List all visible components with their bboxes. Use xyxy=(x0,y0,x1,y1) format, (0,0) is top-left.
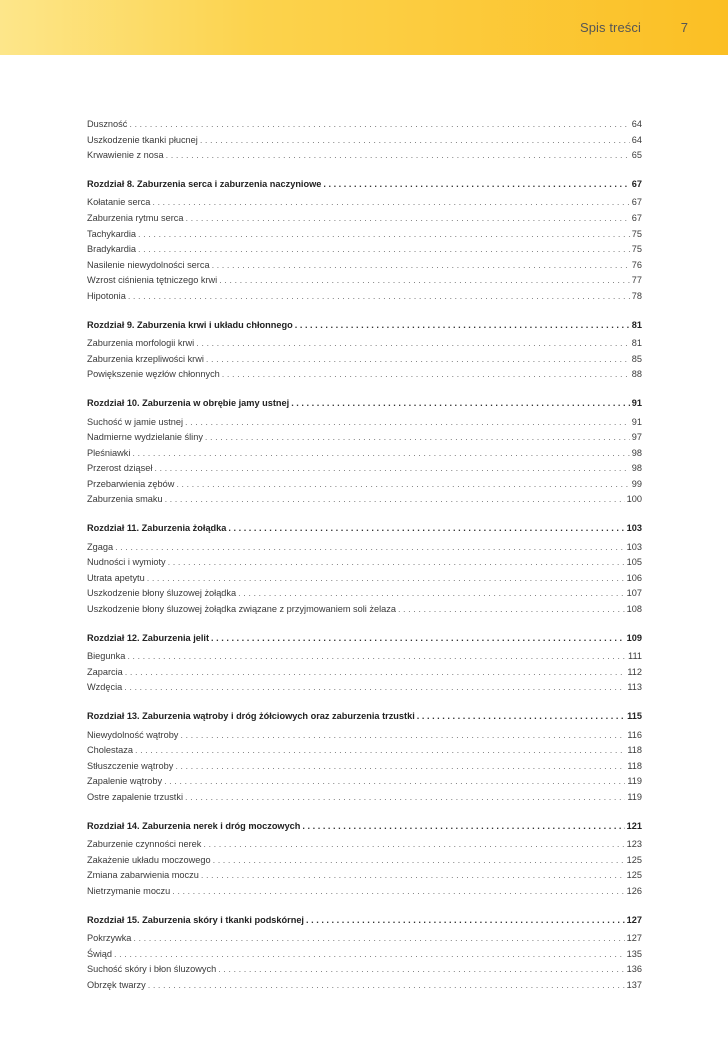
toc-chapter-label: Rozdział 14. Zaburzenia nerek i dróg moczowych xyxy=(87,820,301,831)
toc-entry-label: Zaburzenie czynności nerek xyxy=(87,839,202,850)
toc-entry-page: 125 xyxy=(626,870,642,881)
toc-entry-label: Przerost dziąseł xyxy=(87,463,153,474)
leader-dots xyxy=(133,931,624,947)
toc-chapter-page: 91 xyxy=(631,397,642,408)
toc-entry-label: Kołatanie serca xyxy=(87,197,151,208)
toc-chapter-heading[interactable] xyxy=(87,631,642,647)
toc-entry[interactable] xyxy=(87,853,642,869)
toc-entry[interactable] xyxy=(87,790,642,806)
toc-chapter-label: Rozdział 8. Zaburzenia serca i zaburzenia naczyniowe xyxy=(87,178,322,189)
toc-entry-page: 112 xyxy=(627,666,642,677)
toc-entry[interactable] xyxy=(87,837,642,853)
toc-entry-label: Cholestaza xyxy=(87,745,133,756)
toc-entry-label: Wzdęcia xyxy=(87,682,123,693)
toc-entry-label: Zmiana zabarwienia moczu xyxy=(87,870,199,881)
leader-dots xyxy=(127,649,626,665)
leader-dots xyxy=(323,177,629,193)
leader-dots xyxy=(222,367,630,383)
toc-entry-page: 81 xyxy=(631,338,642,349)
toc-chapter-heading[interactable] xyxy=(87,318,642,334)
toc-entry[interactable] xyxy=(87,211,642,227)
leader-dots xyxy=(164,774,625,790)
toc-entry-label: Tachykardia xyxy=(87,228,137,239)
toc-entry-label: Duszność xyxy=(87,119,128,129)
toc-entry-page: 119 xyxy=(627,791,642,802)
toc-entry-label: Zaburzenia morfologii krwi xyxy=(87,338,195,349)
toc-entry-page: 135 xyxy=(626,948,642,959)
toc-entry-page: 64 xyxy=(631,119,642,129)
leader-dots xyxy=(154,461,629,477)
leader-dots xyxy=(166,148,630,164)
toc-entry[interactable] xyxy=(87,133,642,149)
toc-entry-page: 77 xyxy=(631,275,642,286)
toc-entry[interactable] xyxy=(87,743,642,759)
toc-chapter-heading[interactable] xyxy=(87,913,642,929)
leader-dots xyxy=(203,837,624,853)
toc-entry[interactable] xyxy=(87,540,642,556)
toc-entry-page: 98 xyxy=(631,463,642,474)
toc-entry[interactable] xyxy=(87,774,642,790)
toc-entry-label: Biegunka xyxy=(87,651,126,662)
toc-entry-label: Uszkodzenie tkanki płucnej xyxy=(87,134,198,145)
toc-entry[interactable] xyxy=(87,649,642,665)
toc-entry-page: 136 xyxy=(626,964,642,975)
toc-entry-label: Zgaga xyxy=(87,541,114,552)
leader-dots xyxy=(201,868,625,884)
leader-dots xyxy=(295,318,630,334)
toc-entry-label: Uszkodzenie błony śluzowej żołądka związane z przyjmowaniem soli żelaza xyxy=(87,604,396,615)
toc-entry-label: Nietrzymanie moczu xyxy=(87,885,171,896)
leader-dots xyxy=(211,631,625,647)
toc-entry[interactable] xyxy=(87,492,642,508)
leader-dots xyxy=(135,743,625,759)
toc-entry[interactable] xyxy=(87,195,642,211)
toc-entry-page: 116 xyxy=(627,729,642,740)
toc-entry-label: Nasilenie niewydolności serca xyxy=(87,259,210,270)
toc-entry-page: 113 xyxy=(627,682,642,693)
leader-dots xyxy=(219,273,630,289)
toc-entry-page: 65 xyxy=(631,150,642,161)
toc-entry-page: 111 xyxy=(628,651,642,662)
toc-entry[interactable] xyxy=(87,242,642,258)
leader-dots xyxy=(212,258,630,274)
leader-dots xyxy=(115,540,625,556)
toc-entry-page: 107 xyxy=(626,588,642,599)
toc-entry[interactable] xyxy=(87,430,642,446)
toc-chapter-page: 81 xyxy=(631,319,642,330)
leader-dots xyxy=(168,555,625,571)
toc-chapter-heading[interactable] xyxy=(87,521,642,537)
toc-chapter-label: Rozdział 9. Zaburzenia krwi i układu chłonnego xyxy=(87,319,293,330)
toc-entry-label: Suchość w jamie ustnej xyxy=(87,416,184,427)
leader-dots xyxy=(302,819,624,835)
toc-chapter-page: 127 xyxy=(626,914,642,925)
toc-entry-label: Świąd xyxy=(87,948,113,959)
toc-entry-page: 126 xyxy=(626,885,642,896)
toc-entry[interactable] xyxy=(87,884,642,900)
toc-chapter-label: Rozdział 10. Zaburzenia w obrębie jamy ustnej xyxy=(87,397,290,408)
toc-entry[interactable] xyxy=(87,728,642,744)
leader-dots xyxy=(206,352,630,368)
toc-entry-page: 75 xyxy=(631,244,642,255)
page-header-band xyxy=(0,0,728,55)
toc-entry-label: Utrata apetytu xyxy=(87,572,145,583)
leader-dots xyxy=(306,913,625,929)
toc-entry-label: Stłuszczenie wątroby xyxy=(87,760,174,771)
toc-entry-page: 88 xyxy=(631,369,642,380)
toc-entry[interactable] xyxy=(87,680,642,696)
toc-entry[interactable] xyxy=(87,571,642,587)
toc-entry[interactable] xyxy=(87,446,642,462)
leader-dots xyxy=(213,853,625,869)
toc-entry-page: 106 xyxy=(626,572,642,583)
toc-entry-label: Nadmierne wydzielanie śliny xyxy=(87,432,203,443)
toc-chapter-label: Rozdział 12. Zaburzenia jelit xyxy=(87,632,210,643)
leader-dots xyxy=(148,978,625,994)
leader-dots xyxy=(175,759,625,775)
toc-entry-label: Zaburzenia smaku xyxy=(87,494,163,505)
leader-dots xyxy=(291,396,630,412)
toc-entry[interactable] xyxy=(87,947,642,963)
toc-entry-page: 118 xyxy=(627,760,642,771)
toc-entry-label: Zaparcia xyxy=(87,666,123,677)
toc-chapter-heading[interactable] xyxy=(87,177,642,193)
toc-entry-page: 64 xyxy=(631,134,642,145)
leader-dots xyxy=(228,521,624,537)
leader-dots xyxy=(172,884,624,900)
toc-entry[interactable] xyxy=(87,931,642,947)
leader-dots xyxy=(165,492,625,508)
toc-chapter-page: 109 xyxy=(626,632,642,643)
toc-entry[interactable] xyxy=(87,258,642,274)
leader-dots xyxy=(196,336,630,352)
leader-dots xyxy=(185,790,625,806)
leader-dots xyxy=(128,289,630,305)
leader-dots xyxy=(186,211,630,227)
toc-chapter-page: 115 xyxy=(627,711,642,721)
running-header-title: Spis treści xyxy=(579,20,641,35)
leader-dots xyxy=(147,571,625,587)
toc-entry-label: Zapalenie wątroby xyxy=(87,776,163,787)
toc-entry[interactable] xyxy=(87,367,642,383)
toc-chapter-label: Rozdział 11. Zaburzenia żołądka xyxy=(87,523,227,534)
toc-entry[interactable] xyxy=(87,602,642,618)
leader-dots xyxy=(200,133,630,149)
toc-chapter-page: 103 xyxy=(626,523,642,534)
toc-entry-label: Wzrost ciśnienia tętniczego krwi xyxy=(87,275,218,286)
leader-dots xyxy=(185,415,630,431)
toc-chapter-label: Rozdział 13. Zaburzenia wątroby i dróg żółciowych oraz zaburzenia trzustki xyxy=(87,711,415,721)
toc-entry-page: 76 xyxy=(631,259,642,270)
toc-entry[interactable] xyxy=(87,289,642,305)
leader-dots xyxy=(129,117,629,133)
toc-entry-label: Przebarwienia zębów xyxy=(87,478,175,489)
toc-entry[interactable] xyxy=(87,962,642,978)
leader-dots xyxy=(176,477,629,493)
toc-entry-label: Krwawienie z nosa xyxy=(87,150,164,161)
leader-dots xyxy=(124,680,625,696)
leader-dots xyxy=(205,430,630,446)
toc-entry-page: 98 xyxy=(631,447,642,458)
leader-dots xyxy=(398,602,625,618)
toc-entry-page: 108 xyxy=(626,604,642,615)
leader-dots xyxy=(138,242,630,258)
leader-dots xyxy=(114,947,625,963)
toc-chapter-page: 121 xyxy=(626,820,642,831)
toc-entry-label: Pokrzywka xyxy=(87,933,132,944)
toc-entry-page: 137 xyxy=(626,979,642,990)
toc-entry[interactable] xyxy=(87,273,642,289)
toc-entry[interactable] xyxy=(87,352,642,368)
toc-entry[interactable] xyxy=(87,415,642,431)
toc-entry-label: Obrzęk twarzy xyxy=(87,979,146,990)
toc-entry-page: 67 xyxy=(631,197,642,208)
toc-entry-page: 123 xyxy=(626,839,642,850)
toc-entry-label: Hipotonia xyxy=(87,290,126,301)
toc-entry-label: Suchość skóry i błon śluzowych xyxy=(87,964,217,975)
toc-entry-page: 99 xyxy=(631,478,642,489)
toc-entry-label: Nudności i wymioty xyxy=(87,557,166,568)
toc-chapter-label: Rozdział 15. Zaburzenia skóry i tkanki podskórnej xyxy=(87,914,304,925)
toc-entry-page: 91 xyxy=(631,416,642,427)
toc-entry[interactable] xyxy=(87,759,642,775)
toc-entry-label: Powiększenie węzłów chłonnych xyxy=(87,369,220,380)
toc-entry-label: Pleśniawki xyxy=(87,447,131,458)
toc-entry-page: 97 xyxy=(631,432,642,443)
toc-entry-page: 127 xyxy=(626,933,642,944)
toc-entry[interactable] xyxy=(87,461,642,477)
toc-entry-page: 125 xyxy=(626,854,642,865)
toc-entry-page: 119 xyxy=(627,776,642,787)
toc-entry-label: Niewydolność wątroby xyxy=(87,729,179,740)
toc-entry-page: 118 xyxy=(627,745,642,756)
leader-dots xyxy=(132,446,629,462)
toc-entry[interactable] xyxy=(87,117,642,133)
leader-dots xyxy=(152,195,629,211)
leader-dots xyxy=(238,586,625,602)
toc-entry[interactable] xyxy=(87,978,642,994)
toc-entry-label: Uszkodzenie błony śluzowej żołądka xyxy=(87,588,237,599)
toc-entry-page: 75 xyxy=(631,228,642,239)
toc-entry[interactable] xyxy=(87,665,642,681)
toc-chapter-heading[interactable] xyxy=(87,819,642,835)
toc-entry-label: Ostre zapalenie trzustki xyxy=(87,791,183,802)
toc-entry[interactable] xyxy=(87,586,642,602)
toc-entry[interactable] xyxy=(87,555,642,571)
toc-entry-label: Zakażenie układu moczowego xyxy=(87,854,211,865)
toc-chapter-heading[interactable] xyxy=(87,396,642,412)
toc-entry[interactable] xyxy=(87,148,642,164)
leader-dots xyxy=(180,728,625,744)
toc-entry[interactable] xyxy=(87,227,642,243)
toc-entry[interactable] xyxy=(87,477,642,493)
toc-entry-page: 103 xyxy=(626,541,642,552)
toc-chapter-page: 67 xyxy=(631,178,642,189)
toc-entry-label: Zaburzenia rytmu serca xyxy=(87,212,184,223)
toc-entry-label: Zaburzenia krzepliwości krwi xyxy=(87,353,204,364)
toc-entry[interactable] xyxy=(87,868,642,884)
toc-entry-page: 100 xyxy=(626,494,642,505)
table-of-contents xyxy=(87,117,642,994)
toc-entry-page: 78 xyxy=(631,290,642,301)
leader-dots xyxy=(218,962,624,978)
leader-dots xyxy=(417,709,625,725)
toc-entry-label: Bradykardia xyxy=(87,244,137,255)
page-number: 7 xyxy=(680,20,688,35)
toc-entry-page: 85 xyxy=(631,353,642,364)
toc-entry[interactable] xyxy=(87,336,642,352)
toc-entry-page: 105 xyxy=(626,557,642,568)
toc-chapter-heading[interactable] xyxy=(87,709,642,725)
leader-dots xyxy=(125,665,626,681)
toc-entry-page: 67 xyxy=(631,212,642,223)
leader-dots xyxy=(138,227,630,243)
